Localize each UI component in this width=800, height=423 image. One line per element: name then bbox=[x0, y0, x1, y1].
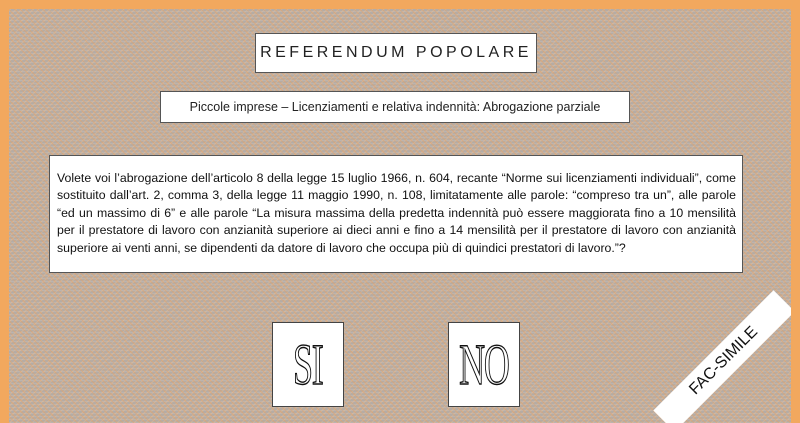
vote-yes-label: SI bbox=[293, 331, 323, 397]
ballot-subtitle: Piccole imprese – Licenziamenti e relativa indennità: Abrogazione parziale bbox=[160, 91, 630, 123]
vote-no-box[interactable] bbox=[448, 322, 520, 407]
vote-no-label: NO bbox=[459, 331, 509, 397]
vote-yes-box[interactable] bbox=[272, 322, 344, 407]
fac-simile-banner: FAC-SIMILE bbox=[653, 290, 794, 423]
referendum-question: Volete voi l’abrogazione dell’articolo 8 della legge 15 luglio 1966, n. 604, recante “Norme sui licenziamenti individuali”, come sostituito dall’art. 2, comma 3, della legge 11 maggio 1990, n. 108, limitatamente alle parole: “compreso tra un”, alle parole “ed un massimo di 6” e alle parole “La misura massima della predetta indennità può essere maggiorata fino a 10 mensilità per il prestatore di lavoro con anzianità superiore ai dieci anni e fino a 14 mensilità per il prestatore di lavoro con anzianità superiore ai venti anni, se dipendenti da datore di lavoro che occupa più di quindici prestatori di lavoro.”? bbox=[49, 155, 743, 273]
ballot-title: REFERENDUM POPOLARE bbox=[255, 33, 537, 73]
